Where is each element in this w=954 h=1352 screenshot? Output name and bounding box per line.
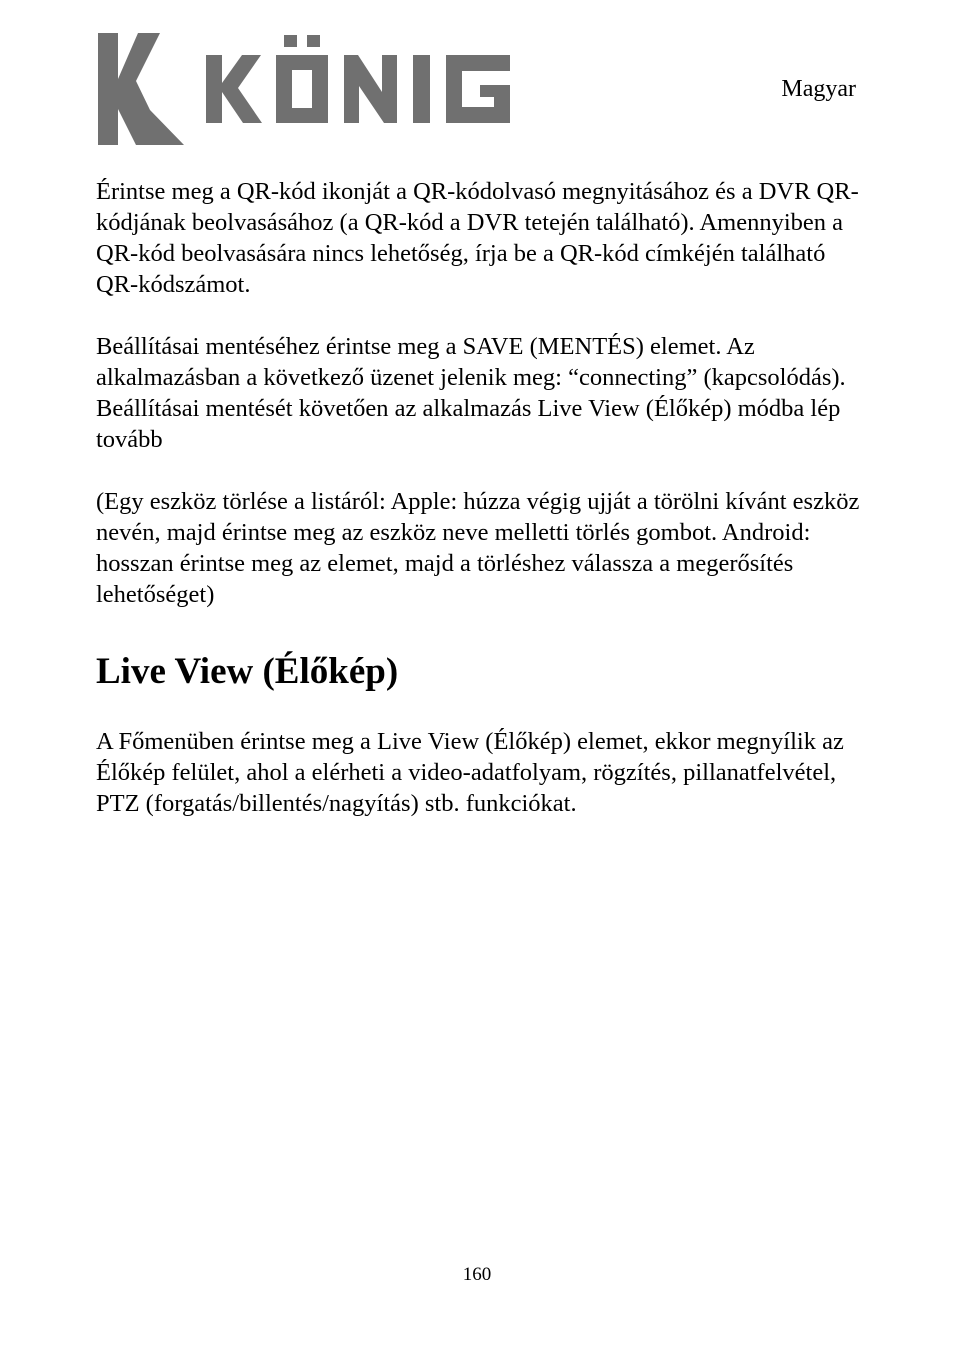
konig-logo [98, 33, 516, 145]
paragraph-qr-code: Érintse meg a QR-kód ikonját a QR-kódolvasó megnyitásához és a DVR QR-kódjának beolvasásához (a QR-kód a DVR tetején található). Amennyiben a QR-kód beolvasására nincs lehetőség, írja be a QR-kód címkéjén található QR-kódszámot. [96, 178, 859, 298]
paragraph-live-view-description: A Főmenüben érintse meg a Live View (Élőkép) elemet, ekkor megnyílik az Élőkép felület, ahol a elérheti a video-adatfolyam, rögzítés, pillanatfelvétel, PTZ (forgatás/billentés/nagyítás) stb. funkciókat. [96, 728, 844, 817]
page-content [96, 176, 866, 819]
konig-logo-mark [98, 33, 516, 145]
paragraph-live-view-mode: Beállításai mentését követően az alkalmazás Live View (Élőkép) módba lép tovább [96, 395, 841, 453]
paragraph-delete-device: (Egy eszköz törlése a listáról: Apple: húzza végig ujját a törölni kívánt eszköz nevén, majd érintse meg az eszköz neve melletti törlés gombot. Android: hosszan érintse meg az elemet, majd a törléshez válassza a megerősítés lehetőséget) [96, 488, 860, 608]
paragraph-save-settings: Beállításai mentéséhez érintse meg a SAVE (MENTÉS) elemet. Az alkalmazásban a következő üzenet jelenik meg: “connecting” (kapcsolódás). [96, 333, 846, 391]
section-heading-live-view: Live View (Élőkép) [96, 651, 399, 692]
language-label: Magyar [781, 76, 856, 102]
page-number: 160 [462, 1264, 492, 1285]
